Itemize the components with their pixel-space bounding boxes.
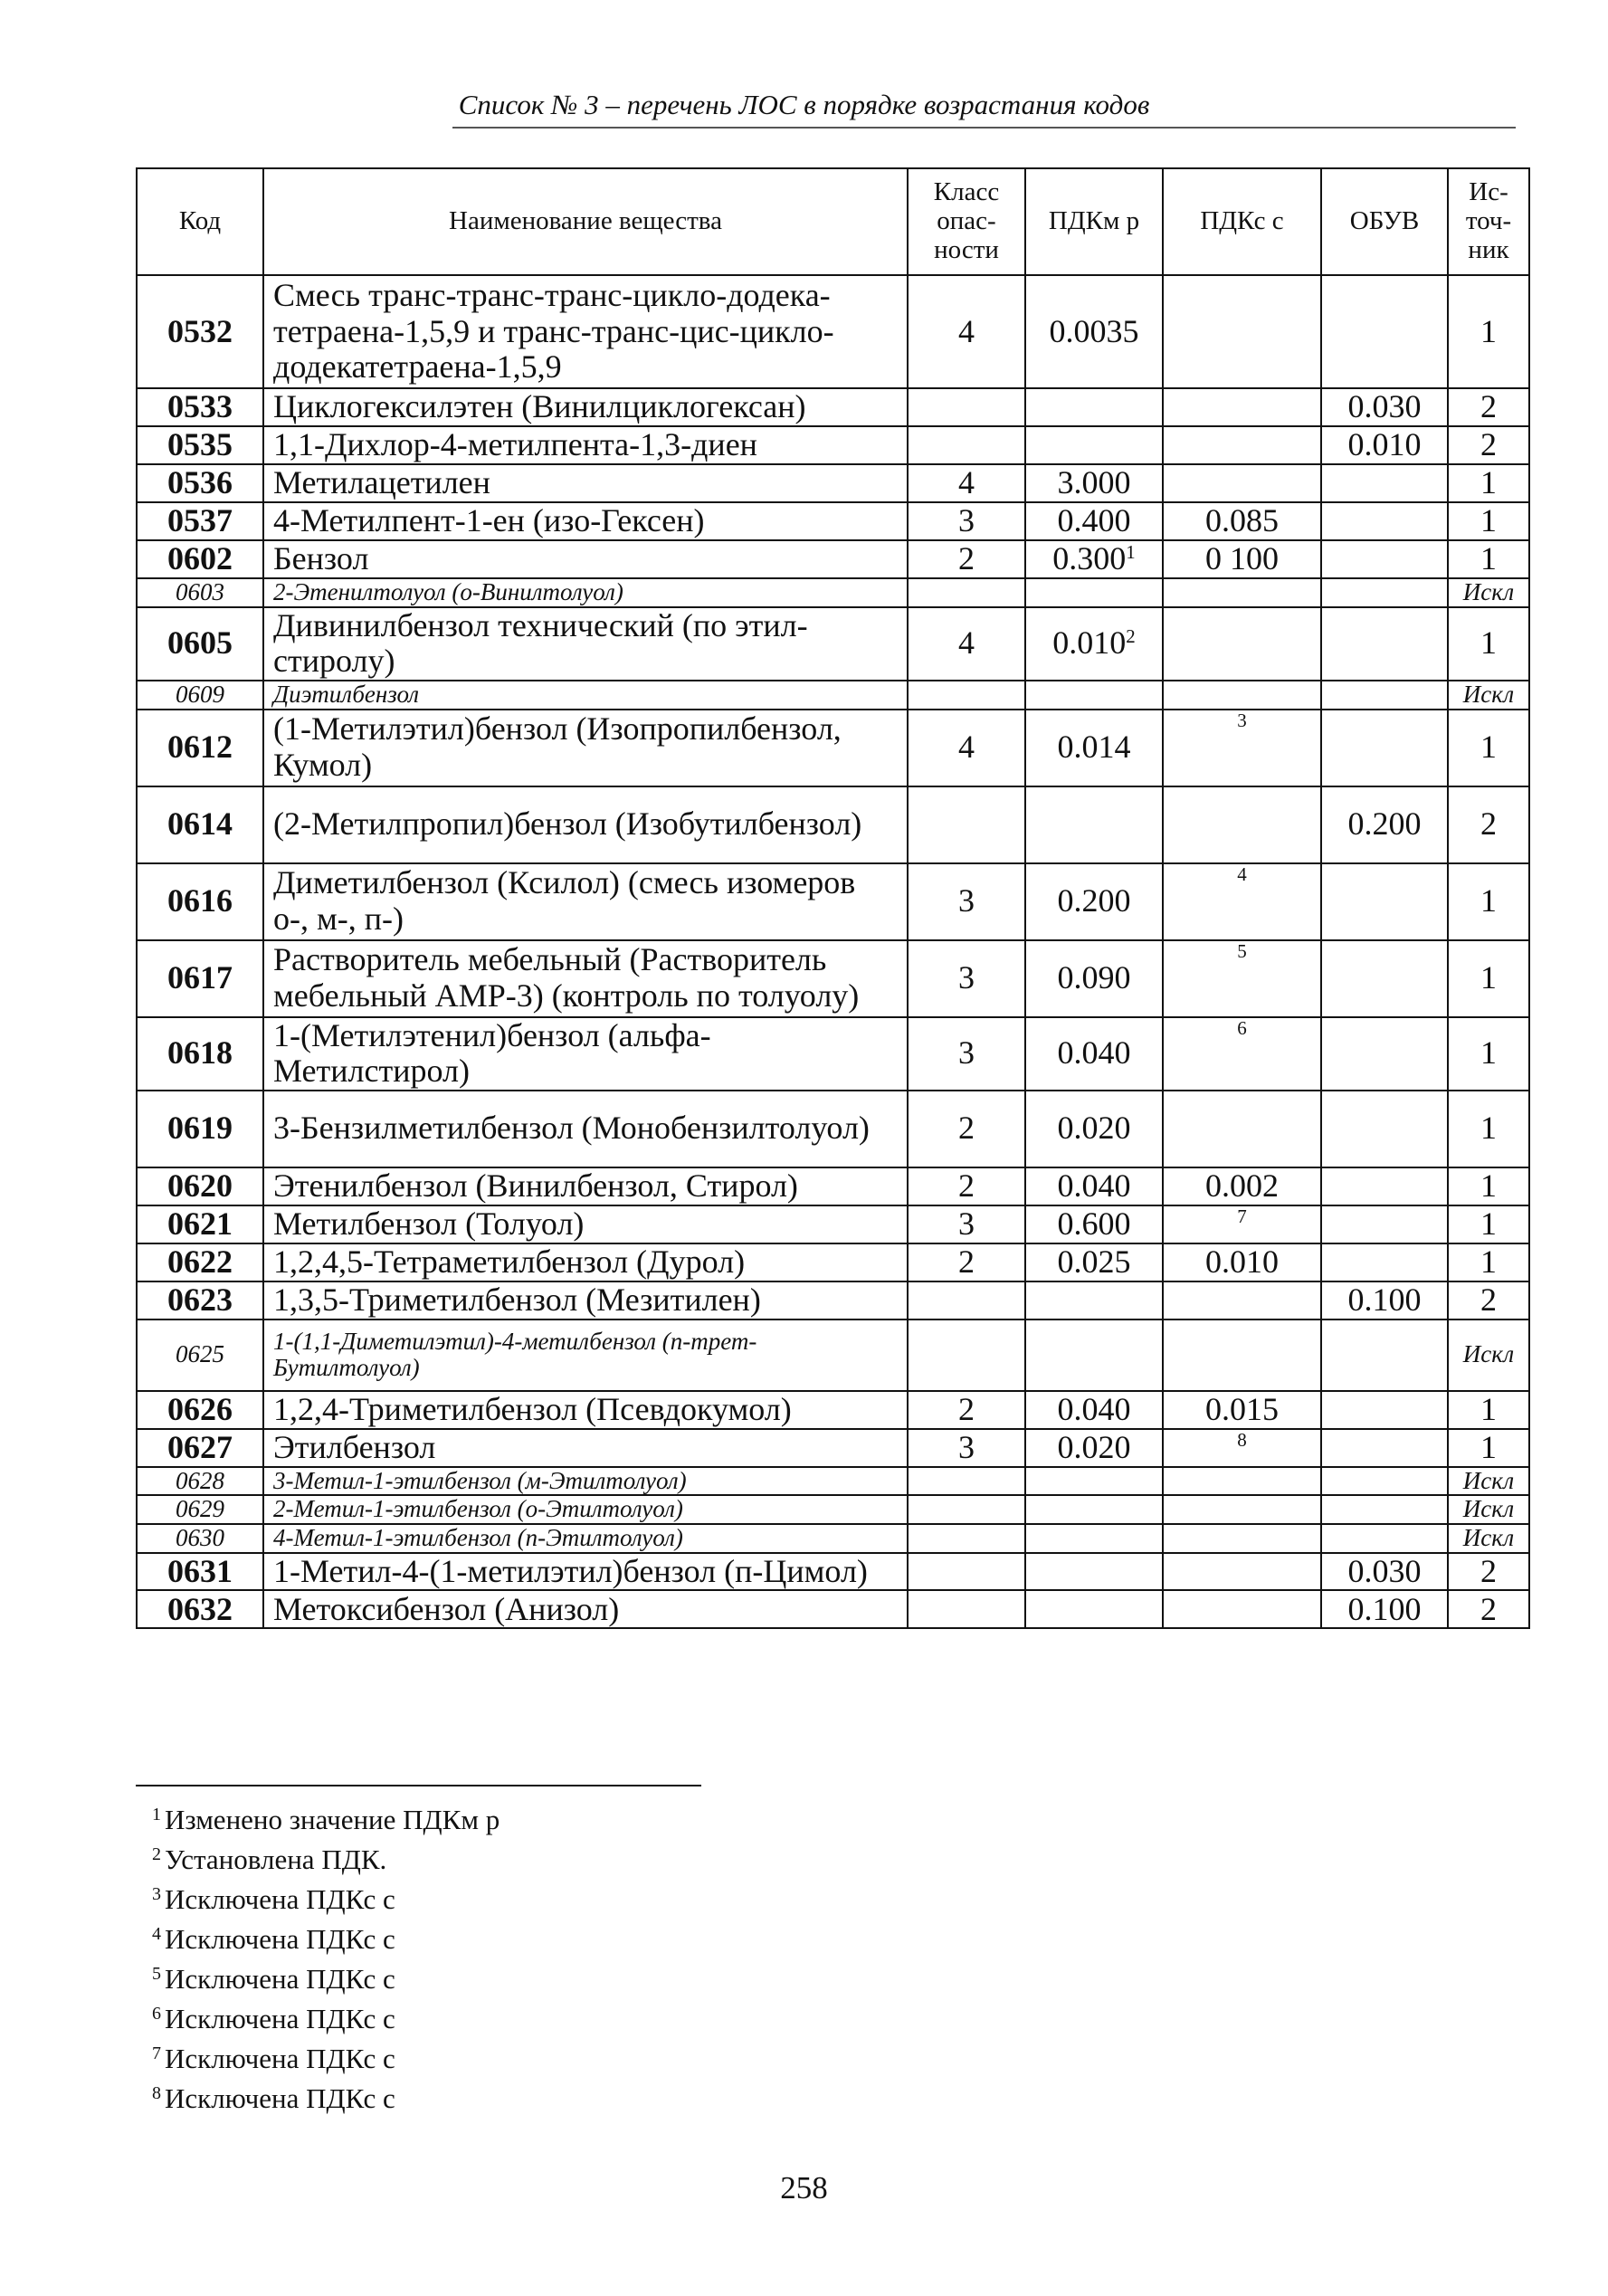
row-hazard-class — [908, 578, 1025, 607]
table-row — [137, 1553, 1529, 1591]
row-pdk-mr — [1025, 1467, 1163, 1496]
row-name: Бензол — [263, 540, 908, 578]
row-hazard-class — [908, 1319, 1025, 1391]
row-pdk-ss — [1163, 1281, 1321, 1319]
row-obuv — [1321, 863, 1448, 940]
row-pdk-mr — [1025, 1524, 1163, 1553]
row-name: 1-(Метилэтенил)бензол (альфа-Метилстирол) — [263, 1017, 908, 1091]
row-pdk-ss — [1163, 1319, 1321, 1391]
row-code: 0617 — [137, 940, 263, 1017]
row-pdk-ss — [1163, 388, 1321, 426]
footnote-number: 6 — [152, 2004, 161, 2024]
row-name: Растворитель мебельный (Растворитель мебельный АМР-3) (контроль по толуолу) — [263, 940, 908, 1017]
row-code: 0537 — [137, 502, 263, 540]
footnote — [152, 1957, 500, 1996]
footnote-marker: 1 — [1126, 541, 1136, 564]
footnote-marker: 4 — [1237, 862, 1247, 885]
row-name: 1,3,5-Триметилбензол (Мезитилен) — [263, 1281, 908, 1319]
row-name: Диметилбензол (Ксилол) (смесь изомеров о-, м-, п-) — [263, 863, 908, 940]
pdk-mr-value: 0.0035 — [1049, 312, 1139, 349]
row-obuv — [1321, 1243, 1448, 1281]
row-source: 1 — [1448, 1205, 1529, 1243]
row-pdk-mr — [1025, 1495, 1163, 1524]
row-pdk-mr — [1025, 388, 1163, 426]
footnote-marker: 7 — [1237, 1205, 1247, 1227]
row-source: 2 — [1448, 786, 1529, 863]
row-code: 0605 — [137, 607, 263, 681]
header-pdk-ss: ПДКс с — [1163, 168, 1321, 275]
row-code: 0614 — [137, 786, 263, 863]
row-pdk-ss: 0 100 — [1163, 540, 1321, 578]
table-row — [137, 786, 1529, 863]
row-obuv: 0.100 — [1321, 1590, 1448, 1628]
pdk-mr-value: 0.040 — [1057, 1167, 1131, 1204]
page-number: 258 — [780, 2170, 828, 2205]
row-name: Метилбензол (Толуол) — [263, 1205, 908, 1243]
footnote-marker: 3 — [1237, 709, 1247, 731]
table-row — [137, 863, 1529, 940]
row-pdk-mr — [1025, 710, 1163, 786]
row-hazard-class — [908, 1467, 1025, 1496]
row-pdk-ss — [1163, 681, 1321, 710]
row-obuv — [1321, 1091, 1448, 1167]
row-source: 2 — [1448, 1281, 1529, 1319]
row-pdk-mr — [1025, 1205, 1163, 1243]
footnote — [152, 1837, 500, 1877]
row-obuv — [1321, 502, 1448, 540]
footnote — [152, 2036, 500, 2076]
row-pdk-ss — [1163, 1524, 1321, 1553]
row-obuv — [1321, 1205, 1448, 1243]
row-hazard-class: 4 — [908, 607, 1025, 681]
row-code: 0603 — [137, 578, 263, 607]
pdk-mr-value: 3.000 — [1057, 464, 1131, 501]
row-code: 0631 — [137, 1553, 263, 1591]
table-row — [137, 1091, 1529, 1167]
row-hazard-class: 3 — [908, 1017, 1025, 1091]
row-pdk-mr — [1025, 1167, 1163, 1205]
row-name: 4-Метил-1-этилбензол (п-Этилтолуол) — [263, 1524, 908, 1553]
footnote-text: Исключена ПДКс с — [165, 2003, 395, 2034]
footnote-text: Изменено значение ПДКм р — [165, 1804, 500, 1835]
row-hazard-class: 2 — [908, 1243, 1025, 1281]
row-hazard-class — [908, 388, 1025, 426]
row-pdk-ss — [1163, 1205, 1321, 1243]
row-pdk-ss — [1163, 1590, 1321, 1628]
pdk-mr-value: 0.010 — [1052, 624, 1127, 662]
row-pdk-mr — [1025, 1429, 1163, 1467]
row-hazard-class — [908, 681, 1025, 710]
row-code: 0609 — [137, 681, 263, 710]
row-pdk-mr — [1025, 275, 1163, 388]
row-obuv — [1321, 1017, 1448, 1091]
row-pdk-ss — [1163, 1467, 1321, 1496]
footnote-number: 8 — [152, 2083, 161, 2103]
row-source: Искл — [1448, 1495, 1529, 1524]
row-source: 2 — [1448, 426, 1529, 464]
pdk-mr-value: 0.040 — [1057, 1034, 1131, 1072]
row-code: 0627 — [137, 1429, 263, 1467]
header-code: Код — [137, 168, 263, 275]
table-row — [137, 464, 1529, 502]
row-pdk-mr — [1025, 1281, 1163, 1319]
row-name: 3-Метил-1-этилбензол (м-Этилтолуол) — [263, 1467, 908, 1496]
row-obuv — [1321, 578, 1448, 607]
header-obuv: ОБУВ — [1321, 168, 1448, 275]
table-row — [137, 1167, 1529, 1205]
row-hazard-class — [908, 1524, 1025, 1553]
row-code: 0536 — [137, 464, 263, 502]
row-source: 2 — [1448, 1590, 1529, 1628]
row-name: Метоксибензол (Анизол) — [263, 1590, 908, 1628]
row-pdk-ss — [1163, 710, 1321, 786]
footnote-marker: 5 — [1237, 939, 1247, 962]
row-hazard-class: 4 — [908, 464, 1025, 502]
footnote-number: 2 — [152, 1844, 161, 1864]
header-source: Ис-точ-ник — [1448, 168, 1529, 275]
row-pdk-ss — [1163, 863, 1321, 940]
row-code: 0612 — [137, 710, 263, 786]
table-row — [137, 1243, 1529, 1281]
row-pdk-ss: 0.085 — [1163, 502, 1321, 540]
table-row — [137, 1319, 1529, 1391]
footnote-number: 7 — [152, 2044, 161, 2063]
row-code: 0619 — [137, 1091, 263, 1167]
row-code: 0533 — [137, 388, 263, 426]
pdk-mr-value: 0.300 — [1052, 540, 1127, 577]
row-hazard-class: 2 — [908, 1391, 1025, 1429]
row-source: Искл — [1448, 1319, 1529, 1391]
row-hazard-class: 3 — [908, 1429, 1025, 1467]
table-row — [137, 540, 1529, 578]
table-row — [137, 940, 1529, 1017]
row-obuv — [1321, 1391, 1448, 1429]
footnote — [152, 1917, 500, 1957]
row-hazard-class — [908, 1281, 1025, 1319]
row-pdk-mr — [1025, 1243, 1163, 1281]
table-header-row — [137, 168, 1529, 275]
table-row — [137, 502, 1529, 540]
page-title: Список № 3 – перечень ЛОС в порядке возрастания кодов — [458, 89, 1150, 120]
pdk-mr-value: 0.040 — [1057, 1390, 1131, 1427]
row-name: 4-Метилпент-1-ен (изо-Гексен) — [263, 502, 908, 540]
row-hazard-class: 4 — [908, 275, 1025, 388]
row-name: Метилацетилен — [263, 464, 908, 502]
footnote-marker: 2 — [1126, 625, 1136, 648]
row-pdk-mr — [1025, 1391, 1163, 1429]
row-name: 2-Этенилтолуол (о-Винилтолуол) — [263, 578, 908, 607]
row-code: 0630 — [137, 1524, 263, 1553]
row-source: 1 — [1448, 540, 1529, 578]
footnotes — [152, 1797, 500, 2116]
row-pdk-ss — [1163, 1553, 1321, 1591]
row-obuv — [1321, 1524, 1448, 1553]
row-code: 0621 — [137, 1205, 263, 1243]
row-obuv: 0.010 — [1321, 426, 1448, 464]
row-pdk-mr — [1025, 426, 1163, 464]
table-row — [137, 1467, 1529, 1496]
row-pdk-ss — [1163, 1091, 1321, 1167]
row-pdk-ss — [1163, 607, 1321, 681]
title-rule — [452, 127, 1516, 129]
table-row — [137, 426, 1529, 464]
row-pdk-mr — [1025, 1319, 1163, 1391]
row-source: Искл — [1448, 681, 1529, 710]
pdk-mr-value: 0.400 — [1057, 502, 1131, 539]
pdk-mr-value: 0.090 — [1057, 959, 1131, 996]
row-hazard-class: 3 — [908, 863, 1025, 940]
table-row — [137, 1590, 1529, 1628]
row-code: 0625 — [137, 1319, 263, 1391]
row-source: 1 — [1448, 1091, 1529, 1167]
row-hazard-class: 3 — [908, 1205, 1025, 1243]
row-pdk-ss — [1163, 275, 1321, 388]
footnote-text: Исключена ПДКс с — [165, 1883, 395, 1915]
row-hazard-class — [908, 1590, 1025, 1628]
row-source: 1 — [1448, 502, 1529, 540]
row-source: 1 — [1448, 1243, 1529, 1281]
row-pdk-ss — [1163, 426, 1321, 464]
row-source: 1 — [1448, 607, 1529, 681]
row-pdk-ss — [1163, 1429, 1321, 1467]
footnote-text: Исключена ПДКс с — [165, 1923, 395, 1955]
row-pdk-mr — [1025, 940, 1163, 1017]
substance-table — [136, 167, 1530, 1629]
footnote-marker: 8 — [1237, 1428, 1247, 1451]
row-obuv — [1321, 1319, 1448, 1391]
table-row — [137, 1391, 1529, 1429]
row-obuv — [1321, 710, 1448, 786]
row-pdk-ss — [1163, 578, 1321, 607]
pdk-mr-value: 0.025 — [1057, 1243, 1131, 1280]
pdk-mr-value: 0.600 — [1057, 1205, 1131, 1242]
row-source: 1 — [1448, 863, 1529, 940]
footnote — [152, 1797, 500, 1837]
row-obuv — [1321, 1467, 1448, 1496]
row-pdk-mr — [1025, 1553, 1163, 1591]
row-obuv — [1321, 1167, 1448, 1205]
footnote-marker: 6 — [1237, 1016, 1247, 1039]
row-source: 1 — [1448, 1429, 1529, 1467]
row-name: 1,2,4,5-Тетраметилбензол (Дурол) — [263, 1243, 908, 1281]
row-source: Искл — [1448, 1467, 1529, 1496]
row-source: 1 — [1448, 940, 1529, 1017]
row-name: Диэтилбензол — [263, 681, 908, 710]
row-obuv: 0.200 — [1321, 786, 1448, 863]
row-pdk-ss — [1163, 1495, 1321, 1524]
row-pdk-ss — [1163, 1017, 1321, 1091]
table-row — [137, 388, 1529, 426]
row-name: (2-Метилпропил)бензол (Изобутилбензол) — [263, 786, 908, 863]
row-code: 0616 — [137, 863, 263, 940]
row-name: (1-Метилэтил)бензол (Изопропилбензол, Кумол) — [263, 710, 908, 786]
footnote — [152, 1877, 500, 1917]
table-row — [137, 1281, 1529, 1319]
row-obuv: 0.100 — [1321, 1281, 1448, 1319]
row-name: Смесь транс-транс-транс-цикло-додека-тетраена-1,5,9 и транс-транс-цис-цикло-додекатетраена-1,5,9 — [263, 275, 908, 388]
row-code: 0532 — [137, 275, 263, 388]
row-pdk-mr — [1025, 464, 1163, 502]
row-pdk-mr — [1025, 578, 1163, 607]
row-code: 0628 — [137, 1467, 263, 1496]
row-name: Дивинилбензол технический (по этил-стиролу) — [263, 607, 908, 681]
pdk-mr-value: 0.200 — [1057, 882, 1131, 919]
row-obuv — [1321, 681, 1448, 710]
row-source: 1 — [1448, 275, 1529, 388]
row-pdk-ss: 0.015 — [1163, 1391, 1321, 1429]
row-source: Искл — [1448, 1524, 1529, 1553]
footnote-rule — [136, 1785, 701, 1786]
row-code: 0623 — [137, 1281, 263, 1319]
row-pdk-mr — [1025, 786, 1163, 863]
table-row — [137, 1429, 1529, 1467]
row-code: 0629 — [137, 1495, 263, 1524]
row-obuv — [1321, 464, 1448, 502]
row-pdk-mr — [1025, 863, 1163, 940]
pdk-mr-value: 0.020 — [1057, 1110, 1131, 1147]
row-source: Искл — [1448, 578, 1529, 607]
row-source: 1 — [1448, 710, 1529, 786]
footnote-text: Исключена ПДКс с — [165, 2043, 395, 2074]
row-name: 2-Метил-1-этилбензол (о-Этилтолуол) — [263, 1495, 908, 1524]
row-hazard-class — [908, 426, 1025, 464]
row-hazard-class — [908, 1495, 1025, 1524]
row-obuv — [1321, 607, 1448, 681]
row-name: 3-Бензилметилбензол (Монобензилтолуол) — [263, 1091, 908, 1167]
row-hazard-class: 3 — [908, 940, 1025, 1017]
footnote-number: 1 — [152, 1805, 161, 1824]
row-source: 1 — [1448, 1017, 1529, 1091]
row-name: 1-(1,1-Диметилэтил)-4-метилбензол (п-трет-Бутилтолуол) — [263, 1319, 908, 1391]
table-row — [137, 710, 1529, 786]
footnote-number: 5 — [152, 1964, 161, 1984]
row-name: Циклогексилэтен (Винилциклогексан) — [263, 388, 908, 426]
footnote-number: 4 — [152, 1924, 161, 1944]
table-body — [137, 275, 1529, 1628]
row-pdk-ss — [1163, 940, 1321, 1017]
footnote-text: Установлена ПДК. — [165, 1843, 387, 1875]
pdk-mr-value: 0.020 — [1057, 1428, 1131, 1465]
table-row — [137, 607, 1529, 681]
row-source: 1 — [1448, 464, 1529, 502]
row-code: 0535 — [137, 426, 263, 464]
footnote — [152, 2076, 500, 2116]
row-source: 1 — [1448, 1167, 1529, 1205]
header-name: Наименование вещества — [263, 168, 908, 275]
row-hazard-class — [908, 1553, 1025, 1591]
row-pdk-ss — [1163, 786, 1321, 863]
table-row — [137, 578, 1529, 607]
row-pdk-mr — [1025, 681, 1163, 710]
row-pdk-ss: 0.002 — [1163, 1167, 1321, 1205]
table-row — [137, 275, 1529, 388]
row-source: 2 — [1448, 388, 1529, 426]
pdk-mr-value: 0.014 — [1057, 729, 1131, 766]
row-pdk-mr — [1025, 1590, 1163, 1628]
row-pdk-ss — [1163, 464, 1321, 502]
row-pdk-mr — [1025, 607, 1163, 681]
row-name: Этенилбензол (Винилбензол, Стирол) — [263, 1167, 908, 1205]
row-code: 0602 — [137, 540, 263, 578]
footnote-text: Исключена ПДКс с — [165, 2082, 395, 2114]
footnote-text: Исключена ПДКс с — [165, 1963, 395, 1995]
row-name: 1,1-Дихлор-4-метилпента-1,3-диен — [263, 426, 908, 464]
row-code: 0618 — [137, 1017, 263, 1091]
row-obuv — [1321, 275, 1448, 388]
table-row — [137, 1495, 1529, 1524]
row-obuv: 0.030 — [1321, 388, 1448, 426]
row-hazard-class: 3 — [908, 502, 1025, 540]
row-obuv: 0.030 — [1321, 1553, 1448, 1591]
row-obuv — [1321, 1429, 1448, 1467]
row-hazard-class: 2 — [908, 540, 1025, 578]
row-name: 1-Метил-4-(1-метилэтил)бензол (п-Цимол) — [263, 1553, 908, 1591]
table-row — [137, 1017, 1529, 1091]
table-row — [137, 1205, 1529, 1243]
row-hazard-class — [908, 786, 1025, 863]
row-name: Этилбензол — [263, 1429, 908, 1467]
row-code: 0632 — [137, 1590, 263, 1628]
row-code: 0620 — [137, 1167, 263, 1205]
row-obuv — [1321, 1495, 1448, 1524]
footnote — [152, 1996, 500, 2036]
row-name: 1,2,4-Триметилбензол (Псевдокумол) — [263, 1391, 908, 1429]
header-hazard-class: Класс опас-ности — [908, 168, 1025, 275]
table-row — [137, 681, 1529, 710]
row-pdk-mr — [1025, 1091, 1163, 1167]
row-obuv — [1321, 940, 1448, 1017]
row-hazard-class: 2 — [908, 1091, 1025, 1167]
row-pdk-mr — [1025, 502, 1163, 540]
row-source: 1 — [1448, 1391, 1529, 1429]
header-pdk-mr: ПДКм р — [1025, 168, 1163, 275]
footnote-number: 3 — [152, 1884, 161, 1904]
row-code: 0626 — [137, 1391, 263, 1429]
row-pdk-mr — [1025, 540, 1163, 578]
table-row — [137, 1524, 1529, 1553]
row-hazard-class: 2 — [908, 1167, 1025, 1205]
row-source: 2 — [1448, 1553, 1529, 1591]
row-obuv — [1321, 540, 1448, 578]
row-pdk-mr — [1025, 1017, 1163, 1091]
row-code: 0622 — [137, 1243, 263, 1281]
row-pdk-ss: 0.010 — [1163, 1243, 1321, 1281]
row-hazard-class: 4 — [908, 710, 1025, 786]
